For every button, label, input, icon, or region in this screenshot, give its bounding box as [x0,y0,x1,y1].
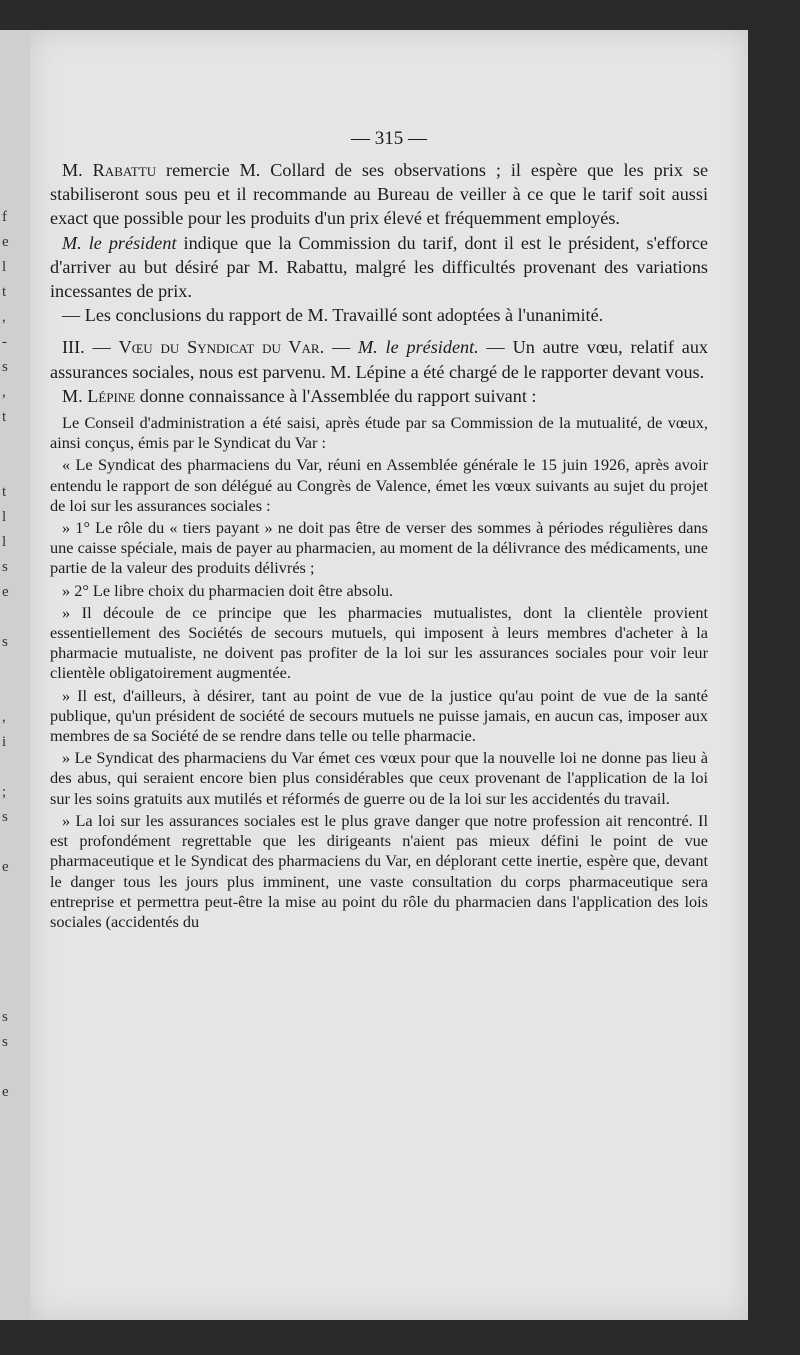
margin-char [2,905,26,930]
margin-char: l [2,259,7,275]
margin-char [2,1180,26,1205]
margin-char [2,830,26,855]
margin-char [2,430,26,455]
margin-char: s [2,809,8,825]
paragraph-rabattu: M. Rabattu remercie M. Collard de ses observations ; il espère que les prix se stabiliseront sous peu et il recommande au Bureau de veiller à ce que le tarif soit aussi exact que possible pour les produits d'un prix élevé et fréquemment employés. [50,160,709,229]
margin-char [2,880,26,905]
margin-char: e [2,1084,9,1100]
margin-char [2,1155,26,1180]
report-paragraph: » Le Syndicat des pharmaciens du Var émet ces vœux pour que la nouvelle loi ne donne pas lieu à des abus, qui seraient encore bien plus considérables que ceux provenant de l'application de la loi sur les soins gratuits aux mutilés et réformés de guerre ou de la loi sur les accidentés du travail. [50,748,708,808]
margin-char: t [2,284,7,300]
margin-char [2,1230,26,1255]
paragraph-lepine: M. Lépine donne connaissance à l'Assemblée du rapport suivant : [62,385,537,406]
margin-char [2,1055,26,1080]
margin-char [2,980,26,1005]
margin-char [2,1130,26,1155]
margin-char [2,930,26,955]
margin-char: s [2,634,8,650]
margin-char [2,1305,26,1330]
margin-char [2,755,26,780]
margin-char: s [2,359,8,375]
margin-char: , [2,309,6,325]
margin-char: s [2,559,8,575]
margin-char: e [2,584,9,600]
margin-char: f [2,209,7,225]
minutes-block [50,158,708,408]
adjacent-page-edge [0,30,32,1320]
margin-char: - [2,334,7,350]
margin-char [2,1205,26,1230]
margin-char: ; [2,784,7,800]
paragraph-conclusions: — Les conclusions du rapport de M. Travaillé sont adoptées à l'unanimité. [62,305,604,326]
report-block [50,413,708,932]
paragraph-president: M. le président indique que la Commission du tarif, dont il est le président, s'efforce d'arriver au but désiré par M. Rabattu, malgré les difficultés provenant des variations incessantes de prix. [50,232,708,302]
document-page [30,30,748,1320]
section-heading-voeu-var: III. — Vœu du Syndicat du Var. — M. le président. — Un autre vœu, relatif aux assurances sociales, nous est parvenu. M. Lépine a été chargé de le rapporter devant vous. [50,337,709,382]
margin-char [2,1105,26,1130]
margin-char [2,655,26,680]
margin-char [2,455,26,480]
report-paragraph: » 1° Le rôle du « tiers payant » ne doit pas être de verser des sommes à périodes régulières dans une caisse spéciale, mais de payer au pharmacien, au moment de la délivrance des médicaments, une partie de la valeur des produits délivrés ; [50,518,708,578]
margin-char: s [2,1034,8,1050]
page-number: — 315 — [351,128,427,149]
margin-char: , [2,384,6,400]
margin-char: t [2,409,7,425]
margin-char: i [2,734,7,750]
page-content [50,158,708,932]
margin-char [2,1280,26,1305]
adjacent-page-margin-text [2,205,26,1355]
margin-char: s [2,1009,8,1025]
margin-char [2,1255,26,1280]
margin-char: t [2,484,7,500]
report-paragraph: » Il est, d'ailleurs, à désirer, tant au point de vue de la justice qu'au point de vue de la santé publique, qu'un président de société de secours mutuels ne puisse jamais, en aucun cas, imposer aux membres de sa Société de se rendre dans telle ou telle pharmacie. [50,685,708,746]
margin-char: l [2,509,7,525]
report-paragraph: » 2° Le libre choix du pharmacien doit être absolu. [62,580,394,600]
margin-char: l [2,534,7,550]
report-paragraph: « Le Syndicat des pharmaciens du Var, réuni en Assemblée générale le 15 juin 1926, après avoir entendu le rapport de son délégué au Congrès de Valence, émet les vœux suivants au sujet du projet de loi sur les assurances sociales : [50,455,708,515]
report-paragraph: » La loi sur les assurances sociales est le plus grave danger que notre profession ait rencontré. Il est profondément regrettable que les dirigeants n'aient pas mieux défini le point de vue pharmaceutique et le Syndicat des pharmaciens du Var, en déplorant cette inertie, espère que, devant le danger tous les jours plus imminent, une vaste consultation du corps pharmaceutique sera entreprise et permettra peut-être la mise au point du rôle du pharmacien dans l'application des lois sociales (accidentés du [50,810,708,931]
report-paragraph: Le Conseil d'administration a été saisi, après étude par sa Commission de la mutualité, de vœux, ainsi conçus, émis par le Syndicat du Var : [50,413,708,453]
margin-char: , [2,709,6,725]
margin-char: e [2,859,9,875]
margin-char [2,680,26,705]
margin-char [2,955,26,980]
report-paragraph: » Il découle de ce principe que les pharmacies mutualistes, dont la clientèle provient essentiellement des Sociétés de secours mutuels, qui imposent à leurs membres d'acheter à la pharmacie mutualiste, ne doivent pas profiter de la loi sur les assurances sociales pour voir leur clientèle obligatoirement augmentée. [50,602,708,683]
margin-char [2,605,26,630]
margin-char [2,1330,26,1355]
margin-char: e [2,234,9,250]
